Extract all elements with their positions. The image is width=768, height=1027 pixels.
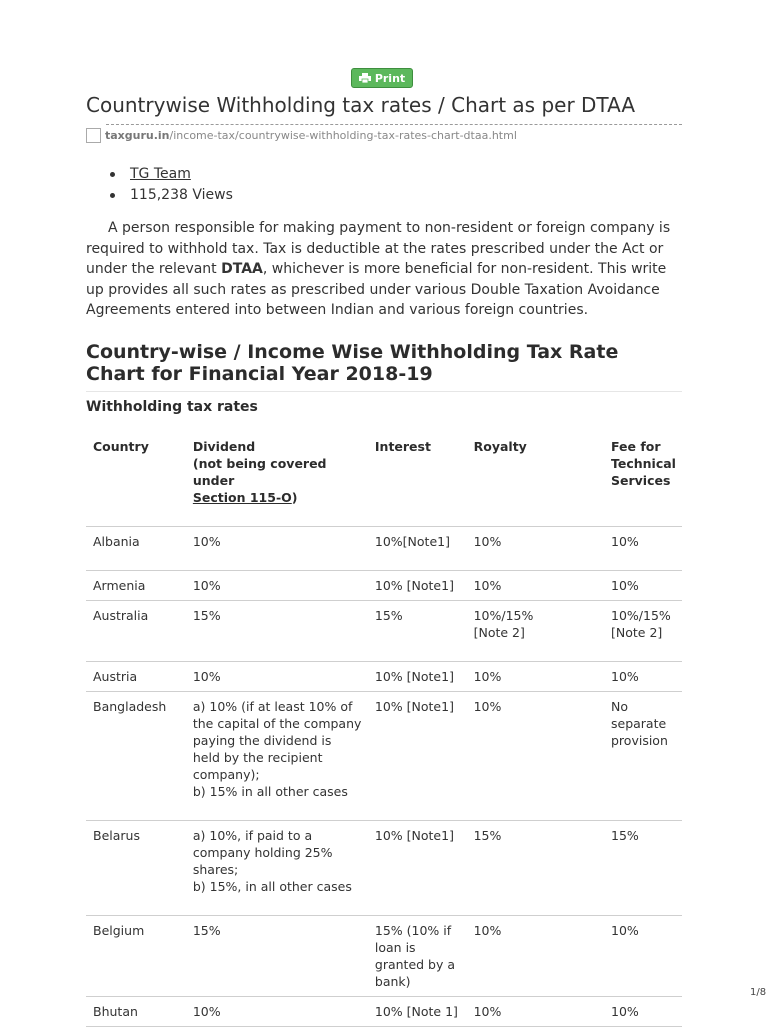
source-domain: taxguru.in — [105, 129, 170, 142]
author-item — [110, 164, 233, 185]
section-heading: Country-wise / Income Wise Withholding Tax Rate Chart for Financial Year 2018-19 — [86, 341, 619, 385]
cell-country: Albania — [86, 527, 186, 571]
cell-dividend: 15% — [186, 916, 368, 997]
table-row — [86, 571, 682, 601]
header-fts — [604, 430, 682, 527]
cell-dividend: 10% — [186, 571, 368, 601]
printer-icon — [359, 73, 371, 83]
cell-royalty: 10% — [467, 916, 604, 997]
cell-royalty: 10% — [467, 692, 604, 821]
cell-interest: 10% [Note1] — [368, 692, 467, 821]
header-dividend — [186, 430, 368, 527]
header-fts-line3: Services — [611, 473, 671, 488]
table-row — [86, 601, 682, 662]
cell-dividend: 10% — [186, 997, 368, 1027]
section-115o-link[interactable]: Section 115-O — [192, 490, 292, 505]
header-royalty: Royalty — [467, 430, 604, 527]
cell-dividend: 15% — [186, 601, 368, 662]
cell-fts: 10% — [604, 571, 682, 601]
cell-country: Belarus — [86, 821, 186, 916]
cell-dividend: a) 10% (if at least 10% of the capital of the company paying the dividend is held by the recipient company); b) 15% in all other cases — [186, 692, 368, 821]
cell-interest: 15% (10% if loan is granted by a bank) — [368, 916, 467, 997]
cell-fts: 10% — [604, 916, 682, 997]
cell-country: Armenia — [86, 571, 186, 601]
header-dividend-close: ) — [291, 490, 298, 505]
cell-interest: 10% [Note1] — [368, 571, 467, 601]
author-link[interactable]: TG Team — [130, 166, 191, 182]
title-divider — [106, 124, 682, 125]
table-header-row — [86, 430, 682, 527]
header-dividend-line2: (not being covered under — [192, 456, 327, 488]
sub-heading: Withholding tax rates — [86, 399, 258, 415]
cell-dividend: 10% — [186, 662, 368, 692]
cell-interest: 10% [Note1] — [368, 662, 467, 692]
header-interest: Interest — [368, 430, 467, 527]
cell-royalty: 10% — [467, 527, 604, 571]
cell-country: Australia — [86, 601, 186, 662]
intro-paragraph — [86, 218, 682, 321]
views-item: 115,238 Views — [110, 185, 233, 206]
page-number: 1/8 — [750, 987, 767, 998]
intro-text-2: , whichever is more beneficial for non-resident. This write up provides all such rates as prescribed under various Double Taxation Avoidance Agreements entered into between Indian and various foreign countries. — [86, 261, 667, 318]
intro-bold-dtaa: DTAA — [221, 261, 263, 277]
cell-country: Bhutan — [86, 997, 186, 1027]
page-title: Countrywise Withholding tax rates / Chart as per DTAA — [86, 93, 636, 117]
intro-text-1: A person responsible for making payment to non-resident or foreign company is required to withhold tax. Tax is deductible at the rates prescribed under the Act or under the relevant — [86, 220, 671, 277]
cell-royalty: 10% — [467, 997, 604, 1027]
cell-fts: 10% — [604, 527, 682, 571]
cell-royalty: 10% — [467, 571, 604, 601]
print-label: Print — [374, 71, 406, 85]
cell-interest: 10% [Note 1] — [368, 997, 467, 1027]
cell-interest: 10%[Note1] — [368, 527, 467, 571]
cell-country: Austria — [86, 662, 186, 692]
cell-country: Bangladesh — [86, 692, 186, 821]
table-row — [86, 527, 682, 571]
source-url[interactable] — [105, 129, 517, 142]
cell-royalty: 10% — [467, 662, 604, 692]
table-row — [86, 692, 682, 821]
cell-royalty: 15% — [467, 821, 604, 916]
print-button[interactable] — [351, 68, 413, 88]
table-row — [86, 662, 682, 692]
section-rule — [86, 391, 682, 392]
table-row — [86, 997, 682, 1027]
cell-fts: 10% — [604, 662, 682, 692]
table-row — [86, 821, 682, 916]
cell-interest: 15% — [368, 601, 467, 662]
header-fts-line2: Technical — [611, 456, 676, 471]
favicon-placeholder-icon — [86, 128, 101, 143]
cell-dividend: a) 10%, if paid to a company holding 25% shares; b) 15%, in all other cases — [186, 821, 368, 916]
header-fts-line1: Fee for — [611, 439, 661, 454]
cell-fts: 15% — [604, 821, 682, 916]
article-meta — [110, 164, 233, 206]
cell-country: Belgium — [86, 916, 186, 997]
cell-fts: No separate provision — [604, 692, 682, 821]
source-path: /income-tax/countrywise-withholding-tax-rates-chart-dtaa.html — [169, 129, 517, 142]
cell-royalty: 10%/15% [Note 2] — [467, 601, 604, 662]
table-row — [86, 916, 682, 997]
cell-fts: 10%/15% [Note 2] — [604, 601, 682, 662]
cell-dividend: 10% — [186, 527, 368, 571]
withholding-rates-table — [86, 430, 682, 1027]
header-country: Country — [86, 430, 186, 527]
header-dividend-line1: Dividend — [192, 439, 256, 454]
cell-interest: 10% [Note1] — [368, 821, 467, 916]
cell-fts: 10% — [604, 997, 682, 1027]
